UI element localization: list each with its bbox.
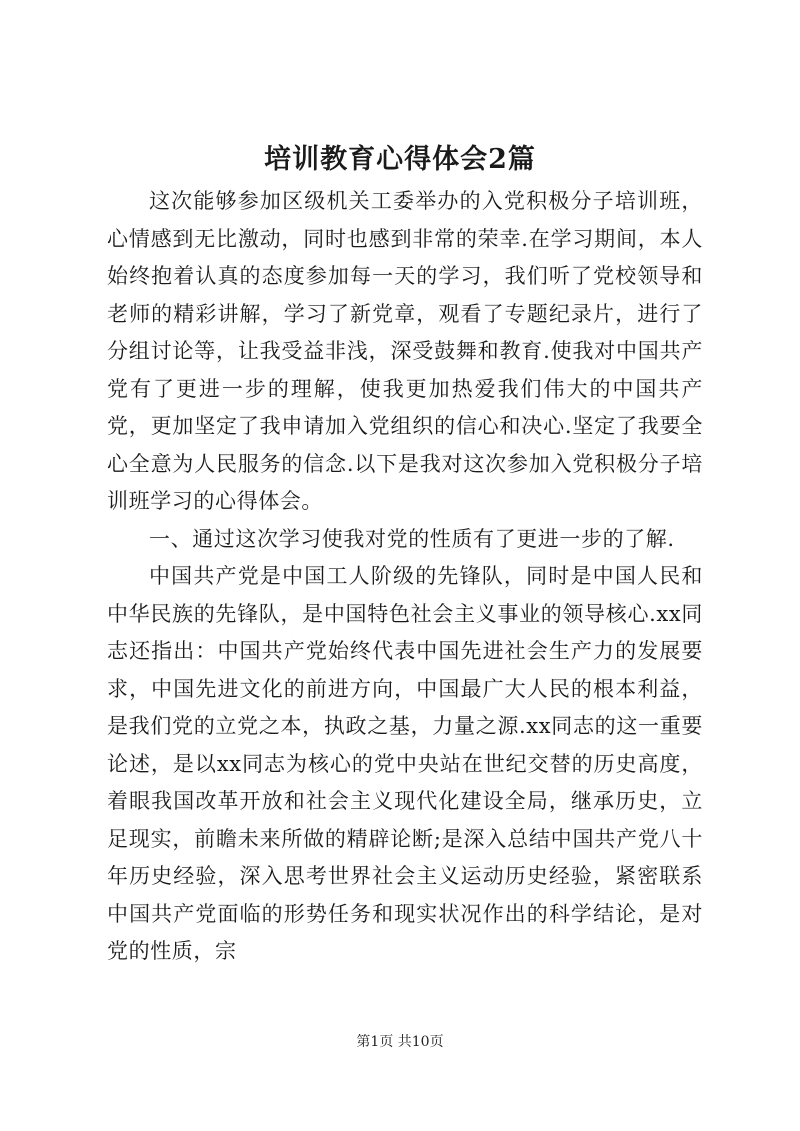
body-paragraph: 中国共产党是中国工人阶级的先锋队，同时是中国人民和中华民族的先锋队，是中国特色社会主义事业的领导核心.xx同志还指出：中国共产党始终代表中国先进社会生产力的发展要求，中国先进文化的前进方向，中国最广大人民的根本利益，是我们党的立党之本，执政之基，力量之源.xx同志的这一重要论述，是以xx同志为核心的党中央站在世纪交替的历史高度，着眼我国改革开放和社会主义现代化建设全局，继承历史，立足现实，前瞻未来所做的精辟论断;是深入总结中国共产党八十年历史经验，深入思考世界社会主义运动历史经验，紧密联系中国共产党面临的形势任务和现实状况作出的科学结论，是对党的性质，宗 [107,564,703,963]
page-footer: 第1页 共10页 [356,1034,444,1050]
document-body [107,183,703,971]
intro-paragraph: 这次能够参加区级机关工委举办的入党积极分子培训班，心情感到无比激动，同时也感到非常的荣幸.在学习期间，本人始终抱着认真的态度参加每一天的学习，我们听了党校领导和老师的精彩讲解，学习了新党章，观看了专题纪录片，进行了分组讨论等，让我受益非浅，深受鼓舞和教育.使我对中国共产党有了更进一步的理解，使我更加热爱我们伟大的中国共产党，更加坚定了我申请加入党组织的信心和决心.坚定了我要全心全意为人民服务的信念.以下是我对这次参加入党积极分子培训班学习的心得体会。 [107,189,703,513]
section-heading-paragraph: 一、通过这次学习使我对党的性质有了更进一步的了解. [149,526,675,551]
document-title: 培训教育心得体会2篇 [264,144,536,175]
